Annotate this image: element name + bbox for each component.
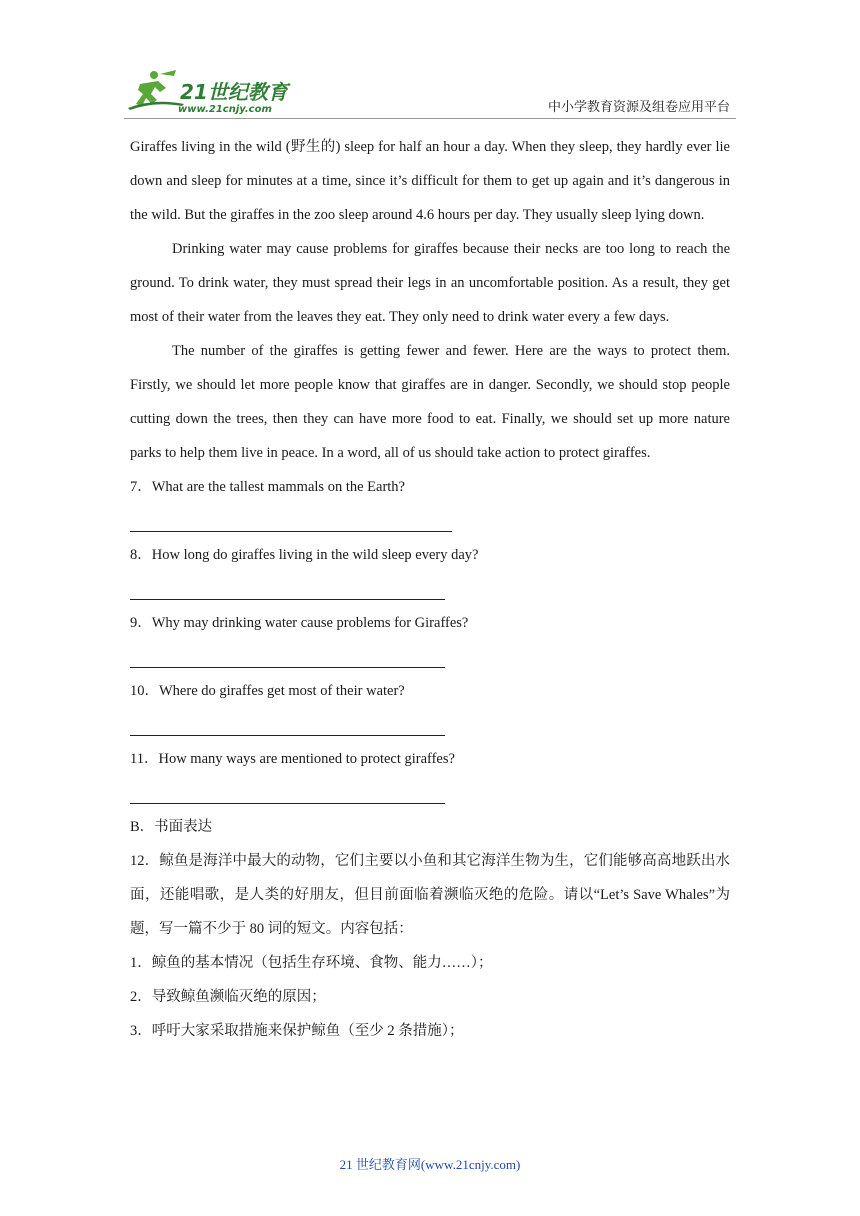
passage-paragraph-3: The number of the giraffes is getting fewer and fewer. Here are the ways to protect them. Firstly, we should let more people know that giraffes are in danger. Secondly, we should stop people cutting down the trees, then they can have more food to eat. Finally, we should set up more nature parks to help them live in peace. In a word, all of us should take action to protect giraffes. <box>130 343 730 461</box>
question-text: Why may drinking water cause problems for Giraffes? <box>151 615 469 631</box>
site-logo <box>124 68 299 114</box>
platform-name: 中小学教育资源及组卷应用平台 <box>547 100 730 115</box>
document-body <box>130 130 730 1048</box>
question-7 <box>130 470 730 538</box>
question-8 <box>130 538 730 606</box>
question-number: 10． <box>130 683 159 699</box>
answer-line[interactable] <box>130 708 730 742</box>
question-number: 7． <box>130 479 152 495</box>
header-divider <box>124 118 736 119</box>
question-text: Where do giraffes get most of their water? <box>159 683 405 699</box>
question-9 <box>130 606 730 674</box>
answer-line[interactable] <box>130 640 730 674</box>
answer-line[interactable] <box>130 572 730 606</box>
writing-requirement-3: 3．呼吁大家采取措施来保护鲸鱼（至少 2 条措施）； <box>130 1023 464 1039</box>
question-11 <box>130 742 730 810</box>
writing-requirement-2: 2．导致鲸鱼濒临灭绝的原因； <box>130 989 326 1005</box>
question-number: 11． <box>130 751 159 767</box>
question-text: What are the tallest mammals on the Earth? <box>151 479 405 495</box>
section-heading-writing: B．书面表达 <box>130 819 213 835</box>
page-header <box>0 0 860 125</box>
question-number: 8． <box>130 547 152 563</box>
svg-text:21世纪教育: 21世纪教育 <box>180 80 288 104</box>
answer-line[interactable] <box>130 776 730 810</box>
question-text: How long do giraffes living in the wild sleep every day? <box>151 547 479 563</box>
writing-prompt: 12．鲸鱼是海洋中最大的动物，它们主要以小鱼和其它海洋生物为生，它们能够高高地跃出水面，还能唱歌，是人类的好朋友，但目前面临着濒临灭绝的危险。请以“Let’s Save Whales”为题，写一篇不少于 80 词的短文。内容包括： <box>130 853 730 937</box>
question-10 <box>130 674 730 742</box>
svg-text:www.21cnjy.com: www.21cnjy.com <box>178 104 272 114</box>
page-footer[interactable]: 21 世纪教育网(www.21cnjy.com) <box>339 1157 521 1172</box>
passage-paragraph-2: Drinking water may cause problems for giraffes because their necks are too long to reach the ground. To drink water, they must spread their legs in an uncomfortable position. As a result, they get most of their water from the leaves they eat. They only need to drink water every a few days. <box>130 241 730 325</box>
answer-line[interactable] <box>130 504 730 538</box>
writing-requirement-1: 1．鲸鱼的基本情况（包括生存环境、食物、能力……）； <box>130 955 493 971</box>
question-number: 9． <box>130 615 152 631</box>
passage-paragraph-1: Giraffes living in the wild (野生的) sleep for half an hour a day. When they sleep, they hardly ever lie down and sleep for minutes at a time, since it’s difficult for them to get up again and it’s dangerous in the wild. But the giraffes in the zoo sleep around 4.6 hours per day. They usually sleep lying down. <box>130 139 730 223</box>
question-text: How many ways are mentioned to protect giraffes? <box>158 751 455 767</box>
